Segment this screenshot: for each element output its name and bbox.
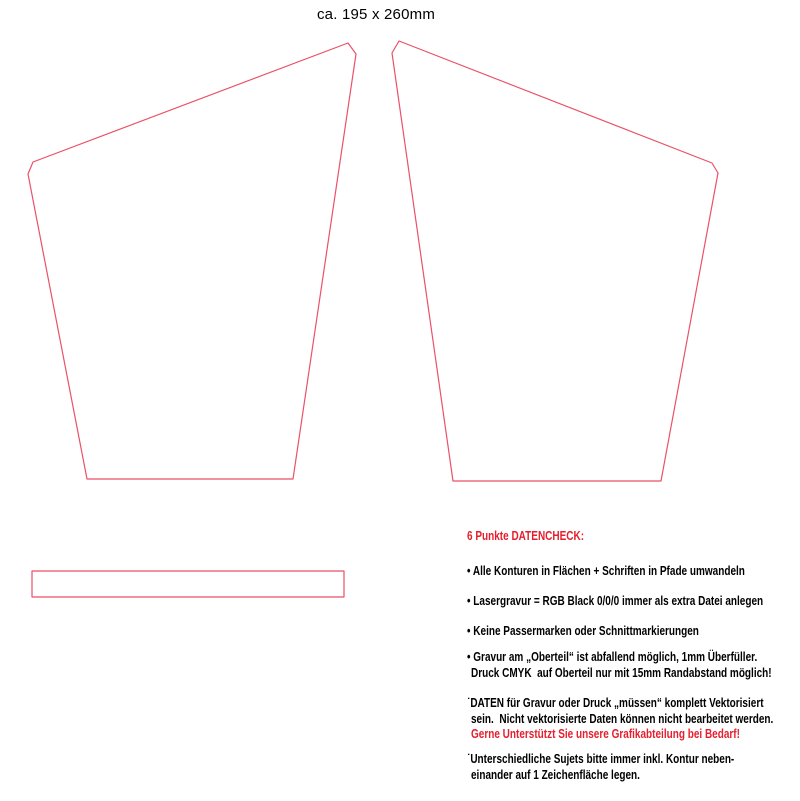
datencheck-item [467, 696, 800, 743]
datencheck-item [467, 624, 800, 640]
datencheck-line: • Alle Konturen in Flächen + Schriften in Pfade umwandeln [467, 564, 745, 578]
datencheck-block [467, 529, 800, 783]
datencheck-line: • Keine Passermarken oder Schnittmarkierungen [467, 624, 699, 638]
base-plate-outline [32, 571, 344, 597]
datencheck-title: 6 Punkte DATENCHECK: [467, 529, 585, 543]
datencheck-item [467, 564, 800, 580]
datencheck-line: • Lasergravur = RGB Black 0/0/0 immer als extra Datei anlegen [467, 594, 764, 608]
size-label: ca. 195 x 260mm [316, 6, 436, 23]
datencheck-line: • Gravur am „Oberteil“ ist abfallend möglich, 1mm Überfüller. [467, 650, 758, 664]
datencheck-item [467, 752, 800, 783]
left-panel-outline [28, 43, 356, 479]
datencheck-line: ˙DATEN für Gravur oder Druck „müssen“ komplett Vektorisiert [467, 696, 764, 710]
right-panel-outline [392, 41, 718, 481]
datencheck-line: Druck CMYK auf Oberteil nur mit 15mm Randabstand möglich! [471, 665, 772, 680]
datencheck-item [467, 650, 800, 681]
datencheck-line: ˙Unterschiedliche Sujets bitte immer inkl. Kontur neben- [467, 752, 735, 766]
datencheck-line: einander auf 1 Zeichenfläche legen. [471, 767, 640, 782]
datencheck-line: Gerne Unterstützt Sie unsere Grafikabteilung bei Bedarf! [471, 727, 740, 741]
datencheck-item [467, 594, 800, 610]
datencheck-line: sein. Nicht vektorisierte Daten können nicht bearbeitet werden. [471, 711, 774, 726]
